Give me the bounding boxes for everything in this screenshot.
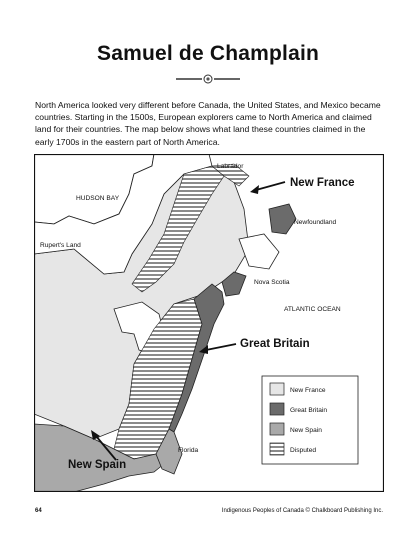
label-atlantic-ocean: ATLANTIC OCEAN	[284, 306, 341, 313]
callout-great-britain: Great Britain	[240, 338, 310, 350]
title-divider-ornament	[176, 74, 240, 84]
label-florida: Florida	[178, 447, 199, 454]
label-nova-scotia: Nova Scotia	[254, 279, 290, 286]
label-ruperts-land: Rupert's Land	[40, 242, 81, 249]
colonial-claims-map	[34, 154, 384, 492]
legend-swatch-new-france	[270, 383, 284, 395]
label-newfoundland: Newfoundland	[294, 219, 337, 226]
map-legend	[262, 376, 358, 464]
legend-label-great-britain: Great Britain	[290, 407, 328, 414]
legend-label-disputed: Disputed	[290, 447, 317, 454]
legend-swatch-disputed	[270, 443, 284, 455]
footer-credit: Indigenous Peoples of Canada © Chalkboard Publishing Inc.	[221, 508, 383, 514]
legend-label-new-france: New France	[290, 387, 326, 394]
page-title: Samuel de Champlain	[96, 42, 320, 65]
legend-swatch-great-britain	[270, 403, 284, 415]
label-hudson-bay: HUDSON BAY	[76, 195, 120, 202]
legend-swatch-new-spain	[270, 423, 284, 435]
intro-paragraph: North America looked very different before Canada, the United States, and Mexico became countries. Starting in the 1500s, European explorers came to North America and claimed land for their countries. The map below shows what land these countries claimed in the early 1700s in the eastern part of North America.	[35, 100, 381, 147]
callout-new-spain: New Spain	[68, 459, 127, 471]
callout-new-france: New France	[290, 177, 355, 189]
label-labrador: Labrador	[217, 163, 244, 170]
page-number: 64	[35, 508, 42, 514]
legend-label-new-spain: New Spain	[290, 427, 322, 434]
